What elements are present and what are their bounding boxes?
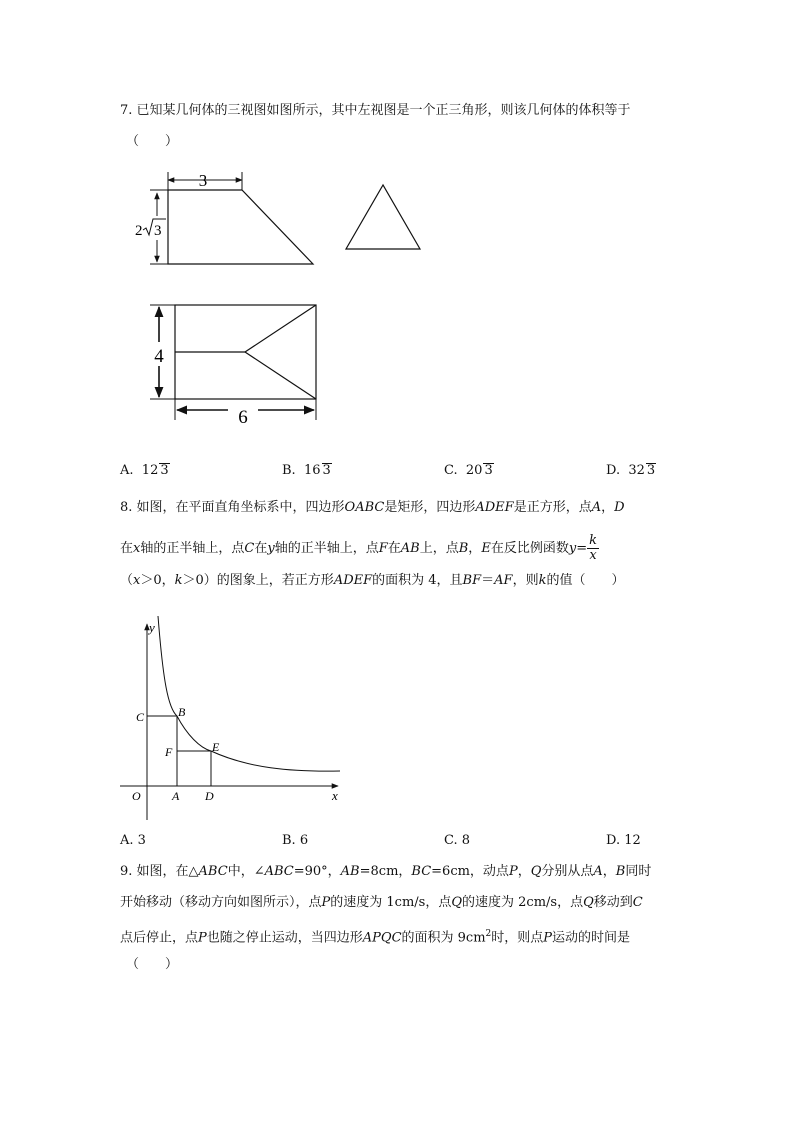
q7-stem-line1: 7. 已知某几何体的三视图如图所示，其中左视图是一个正三角形，则该几何体的体积等于 [120,103,631,118]
q9-stem-line2: 开始移动（移动方向如图所示），点P的速度为 1cm/s，点Q的速度为 2cm/s，点Q移动到C [120,895,643,910]
q8-option-c[interactable]: C. 8 [444,833,471,848]
q8-label-F: F [165,745,173,759]
q8-label-C: C [136,710,145,724]
q8-label-y: y [149,620,155,635]
q8-option-d[interactable]: D. 12 [606,833,641,848]
q8-label-O: O [132,789,141,803]
q7-option-a[interactable]: A. 12 3 [120,463,169,478]
q7-answer-brackets: （ ） [126,134,179,149]
q7-label-top-width: 3 [198,171,208,190]
q8-label-B: B [178,705,186,719]
q8-stem-line1: 8. 如图，在平面直角坐标系中，四边形OABC是矩形，四边形ADEF是正方形，点A，D [120,500,625,515]
q8-label-E: E [212,740,220,754]
q9-answer-brackets: （ ） [126,957,179,972]
q7-option-b[interactable]: B. 16 3 [282,463,331,478]
q8-label-A: A [172,789,180,803]
q8-option-a[interactable]: A. 3 [120,833,146,848]
q9-stem-line3: 点后停止，点P也随之停止运动，当四边形APQC的面积为 $9cm^2$时，则点P运动的时间是 [120,929,631,946]
q8-stem-line3: （x＞0，k＞0）的图象上，若正方形ADEF的面积为 4，且BF＝AF，则k的值（ ） [120,573,625,588]
q7-label-side: 4 [154,346,164,367]
q8-stem-line2: 在x轴的正半轴上，点C在y轴的正半轴上，点F在AB上，点B，E在反比例函数y= $\frac{k}{x}$ [120,533,597,563]
q8-rectangle-OABC [147,716,177,786]
q8-option-b[interactable]: B. 6 [282,833,309,848]
q8-fraction-k-over-x: $\frac{k}{x}$ [589,533,597,563]
q8-square-ADEF [177,751,211,786]
q7-option-c[interactable]: C. 20 3 [444,463,493,478]
q9-stem-line1: 9. 如图，在△ABC中，∠ABC=90°，AB=8cm，BC=6cm，动点P，Q分别从点A，B同时 [120,864,652,879]
q7-label-height-coef: 2 [135,223,143,239]
q7-label-bottom-width: 6 [238,407,248,428]
q7-label-height-root: 3 [154,223,162,239]
q8-label-D: D [205,789,214,803]
q8-hyperbola-curve [158,616,340,771]
q8-label-x: x [332,788,338,803]
q7-option-d[interactable]: D. 32 3 [606,463,656,478]
